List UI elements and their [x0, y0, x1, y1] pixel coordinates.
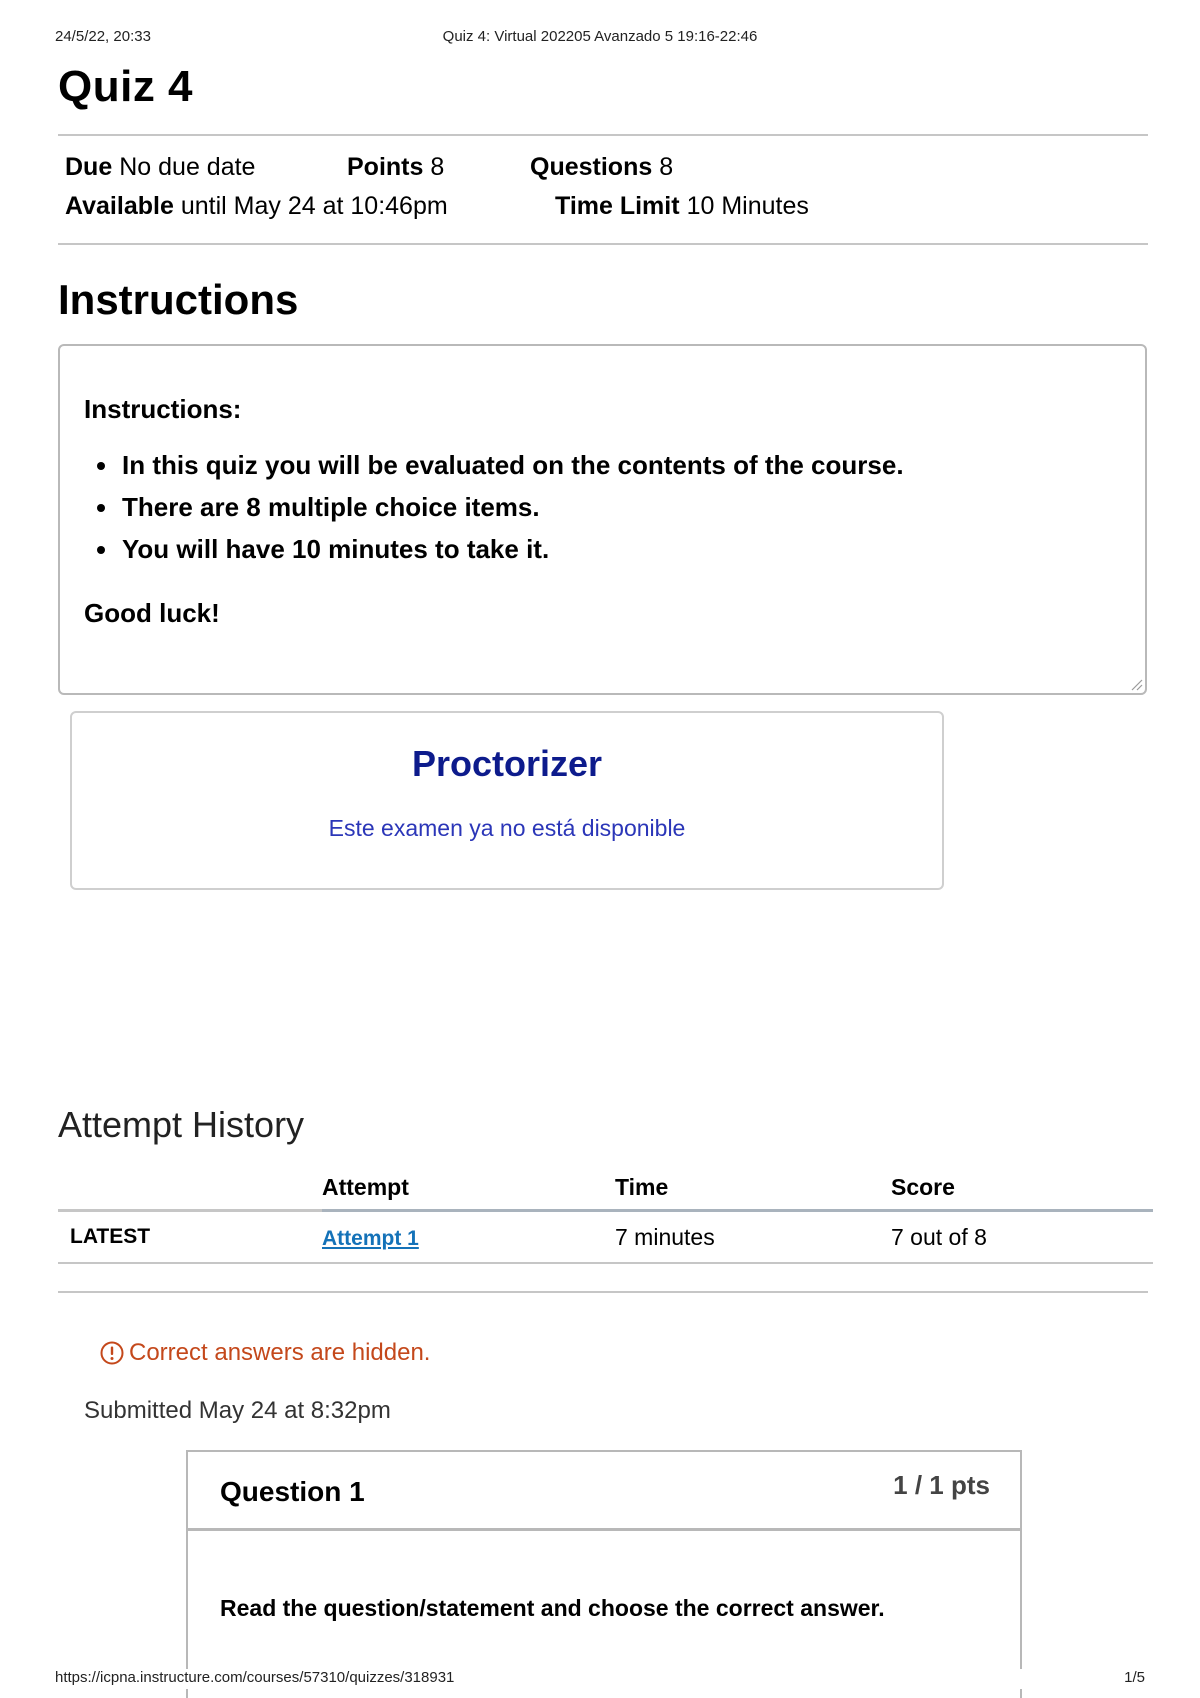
answers-hidden-text: Correct answers are hidden.	[129, 1339, 431, 1366]
attempt-history-table	[58, 1165, 1153, 1264]
column-header-time: Time	[615, 1165, 891, 1211]
attempt-time: 7 minutes	[615, 1211, 891, 1264]
attempt-tag: LATEST	[58, 1211, 322, 1264]
attempt-history-heading: Attempt History	[58, 1104, 305, 1145]
column-header-attempt: Attempt	[322, 1165, 615, 1211]
instructions-label: Instructions:	[84, 394, 242, 424]
answers-hidden-notice	[100, 1339, 430, 1367]
proctorizer-title: Proctorizer	[411, 743, 603, 784]
proctorizer-message: Este examen ya no está disponible	[328, 815, 686, 841]
detail-questions-value: 8	[659, 153, 674, 181]
instructions-closing: Good luck!	[84, 598, 220, 628]
instructions-box	[58, 344, 1147, 695]
print-document-title: Quiz 4: Virtual 202205 Avanzado 5 19:16-22:46	[442, 28, 758, 45]
question-header	[188, 1452, 1020, 1531]
attempt-link[interactable]: Attempt 1	[322, 1226, 419, 1250]
divider	[58, 134, 1148, 136]
detail-points-value: 8	[430, 153, 445, 181]
warning-icon	[100, 1341, 124, 1365]
detail-due-label: Due	[65, 153, 113, 181]
instructions-item: • You will have 10 minutes to take it.	[120, 528, 904, 570]
divider	[58, 1291, 1148, 1293]
instructions-list	[98, 444, 904, 570]
detail-available	[65, 192, 448, 221]
submitted-timestamp: Submitted May 24 at 8:32pm	[84, 1397, 391, 1424]
detail-due-value: No due date	[119, 153, 256, 181]
detail-time-limit	[555, 192, 809, 221]
table-header-row	[58, 1165, 1153, 1211]
print-footer	[55, 1669, 1145, 1689]
detail-points-label: Points	[347, 153, 424, 181]
detail-time-limit-value: 10 Minutes	[686, 192, 809, 220]
proctorizer-panel	[70, 711, 944, 890]
column-header-tag	[58, 1165, 322, 1211]
question-points: 1 / 1 pts	[893, 1470, 990, 1500]
page-title: Quiz 4	[58, 62, 194, 111]
detail-available-label: Available	[65, 192, 174, 220]
attempt-cell	[322, 1211, 615, 1264]
detail-questions-label: Questions	[530, 153, 653, 181]
resize-handle-icon[interactable]	[1129, 677, 1143, 691]
print-page-number: 1/5	[1124, 1669, 1145, 1686]
instructions-item: • In this quiz you will be evaluated on the contents of the course.	[120, 444, 904, 486]
detail-time-limit-label: Time Limit	[555, 192, 680, 220]
detail-available-value: until May 24 at 10:46pm	[180, 192, 448, 220]
print-header	[55, 28, 1145, 48]
question-text: Read the question/statement and choose the correct answer.	[220, 1595, 885, 1621]
detail-points	[347, 153, 444, 182]
question-card	[186, 1450, 1022, 1698]
attempt-score: 7 out of 8	[891, 1211, 1153, 1264]
question-title: Question 1	[220, 1476, 365, 1507]
print-url: https://icpna.instructure.com/courses/57310/quizzes/318931	[55, 1669, 455, 1686]
detail-due	[65, 153, 255, 182]
table-row	[58, 1211, 1153, 1264]
detail-questions	[530, 153, 673, 182]
divider	[58, 243, 1148, 245]
print-datetime: 24/5/22, 20:33	[55, 28, 151, 45]
instructions-item: • There are 8 multiple choice items.	[120, 486, 904, 528]
instructions-heading: Instructions	[58, 276, 299, 323]
column-header-score: Score	[891, 1165, 1153, 1211]
